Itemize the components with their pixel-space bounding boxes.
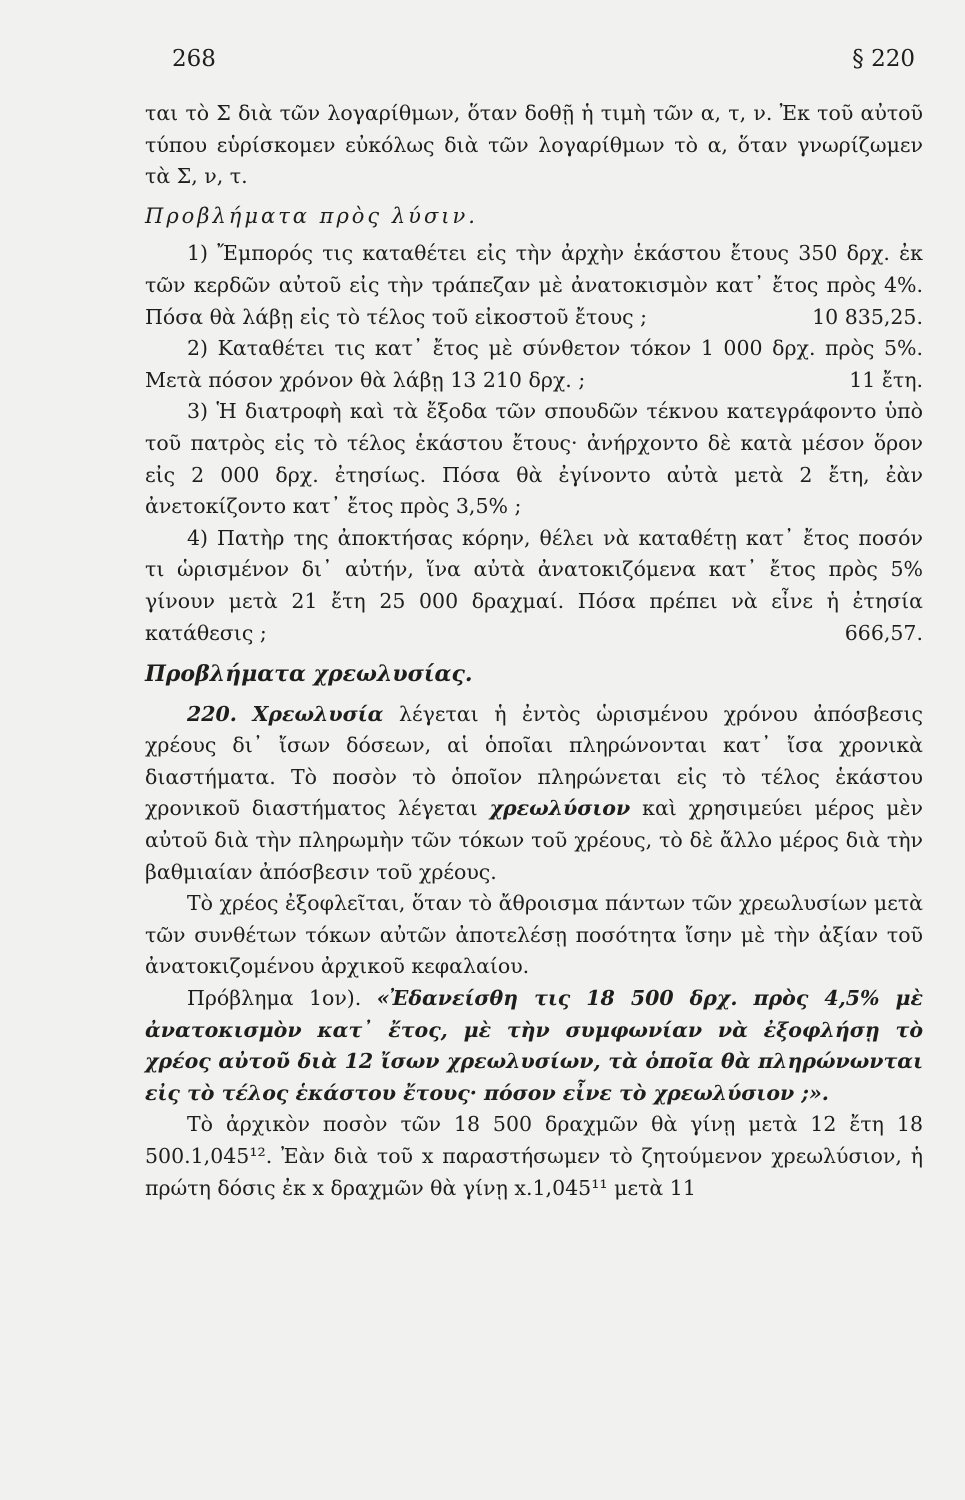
section-220-text-b: καὶ χρησιμεύει μέρος μὲν αὐτοῦ διὰ τὴν πληρωμὴν τῶν τόκων τοῦ χρέους, τὸ δὲ ἄλλο μέρος διὰ τὴν βαθμιαίαν ἀπόσβεσιν τοῦ χρέους. <box>145 796 923 884</box>
section-220-paragraph-2: Τὸ χρέος ἐξοφλεῖται, ὅταν τὸ ἄθροισμα πάντων τῶν χρεωλυσίων μετὰ τῶν συνθέτων τόκων αὐτῶν ἀποτελέσῃ ποσότητα ἴσην μὲ τὴν ἀξίαν τοῦ ἀνατοκιζομένου ἀρχικοῦ κεφαλαίου. <box>145 891 923 979</box>
term-installment: χρεωλύσιον <box>489 796 631 821</box>
intro-paragraph: ται τὸ Σ διὰ τῶν λογαρίθμων, ὅταν δοθῇ ἡ τιμὴ τῶν α, τ, ν. Ἐκ τοῦ αὐτοῦ τύπου εὑρίσκομεν εὐκόλως διὰ τῶν λογαρίθμων τὸ α, ὅταν γνωρίζωμεν τὰ Σ, ν, τ. <box>145 101 923 189</box>
problem-2 <box>145 333 923 396</box>
page-header <box>172 46 915 78</box>
problem-4-text: 4) Πατὴρ της ἀποκτήσας κόρην, θέλει νὰ καταθέτῃ κατ᾽ ἔτος ποσόν τι ὡρισμένον δι᾽ αὐτήν, ἵνα αὐτὰ ἀνατοκιζόμενα κατ᾽ ἔτος πρὸς 5% γίνουν μετὰ 21 ἔτη 25 000 δραχμαί. Πόσα πρέπει νὰ εἶνε ἡ ἐτησία κατάθεσις ; <box>145 525 923 645</box>
section-number: 220. <box>187 701 237 726</box>
section-marker: § 220 <box>852 46 915 72</box>
problem-3 <box>145 396 923 522</box>
heading-amortization-problems: Προβλήματα χρεωλυσίας. <box>145 661 473 688</box>
heading-problems-for-solution: Προβλήματα πρὸς λύσιν. <box>145 203 478 228</box>
problem-4 <box>145 523 923 649</box>
problem-1-statement <box>145 983 923 1109</box>
term-amortization: Χρεωλυσία <box>252 701 384 726</box>
problem-text: «Ἐδανείσθη τις 18 500 δρχ. πρὸς 4,5% μὲ ἀνατοκισμὸν κατ᾽ ἔτος, μὲ τὴν συμφωνίαν νὰ ἐξοφλήσῃ τὸ χρέος αὐτοῦ διὰ 12 ἴσων χρεωλυσίων, τὰ ὁποῖα θὰ πληρώνωνται εἰς τὸ τέλος ἑκάστου ἔτους· πόσον εἶνε τὸ χρεωλύσιον ;». <box>145 986 923 1105</box>
problem-2-answer: 11 ἔτη. <box>849 367 923 392</box>
problem-label: Πρόβλημα 1ον). <box>187 986 362 1011</box>
section-220-paragraph-1 <box>145 699 923 889</box>
problem-1-answer: 10 835,25. <box>812 304 923 329</box>
problem-1 <box>145 238 923 333</box>
section-220-text-a: λέγεται ἡ ἐντὸς ὡρισμένου χρόνου ἀπόσβεσις χρέους δι᾽ ἴσων δόσεων, αἱ ὁποῖαι πληρώνονται κατ᾽ ἴσα χρονικὰ διαστήματα. Τὸ ποσὸν τὸ ὁποῖον πληρώνεται εἰς τὸ τέλος ἑκάστου χρονικοῦ διαστήματος λέγεται <box>145 701 923 821</box>
problem-2-text: 2) Καταθέτει τις κατ᾽ ἔτος μὲ σύνθετον τόκον 1 000 δρχ. πρὸς 5%. Μετὰ πόσον χρόνον θὰ λάβῃ 13 210 δρχ. ; <box>145 336 923 392</box>
problem-1-text: 1) Ἔμπορός τις καταθέτει εἰς τὴν ἀρχὴν ἑκάστου ἔτους 350 δρχ. ἐκ τῶν κερδῶν αὐτοῦ εἰς τὴν τράπεζαν μὲ ἀνατοκισμὸν κατ᾽ ἔτος πρὸς 4%. Πόσα θὰ λάβῃ εἰς τὸ τέλος τοῦ εἰκοστοῦ ἔτους ; <box>145 241 923 329</box>
page-number: 268 <box>172 46 216 72</box>
section-220-paragraph-3: Τὸ ἀρχικὸν ποσὸν τῶν 18 500 δραχμῶν θὰ γίνῃ μετὰ 12 ἔτη 18 500.1,045¹². Ἐὰν διὰ τοῦ x παραστήσωμεν τὸ ζητούμενον χρεωλύσιον, ἡ πρώτη δόσις ἐκ x δραχμῶν θὰ γίνῃ x.1,045¹¹ μετὰ 11 <box>145 1112 923 1200</box>
problem-4-answer: 666,57. <box>844 620 923 645</box>
body-text <box>145 98 923 1204</box>
problem-3-text: 3) Ἡ διατροφὴ καὶ τὰ ἔξοδα τῶν σπουδῶν τέκνου κατεγράφοντο ὑπὸ τοῦ πατρὸς εἰς τὸ τέλος ἑκάστου ἔτους· ἀνήρχοντο δὲ κατὰ μέσον ὅρον εἰς 2 000 δρχ. ἐτησίως. Πόσα θὰ ἐγίνοντο αὐτὰ μετὰ 2 ἔτη, ἐὰν ἀνετοκίζοντο κατ᾽ ἔτος πρὸς 3,5% ; <box>145 399 923 519</box>
